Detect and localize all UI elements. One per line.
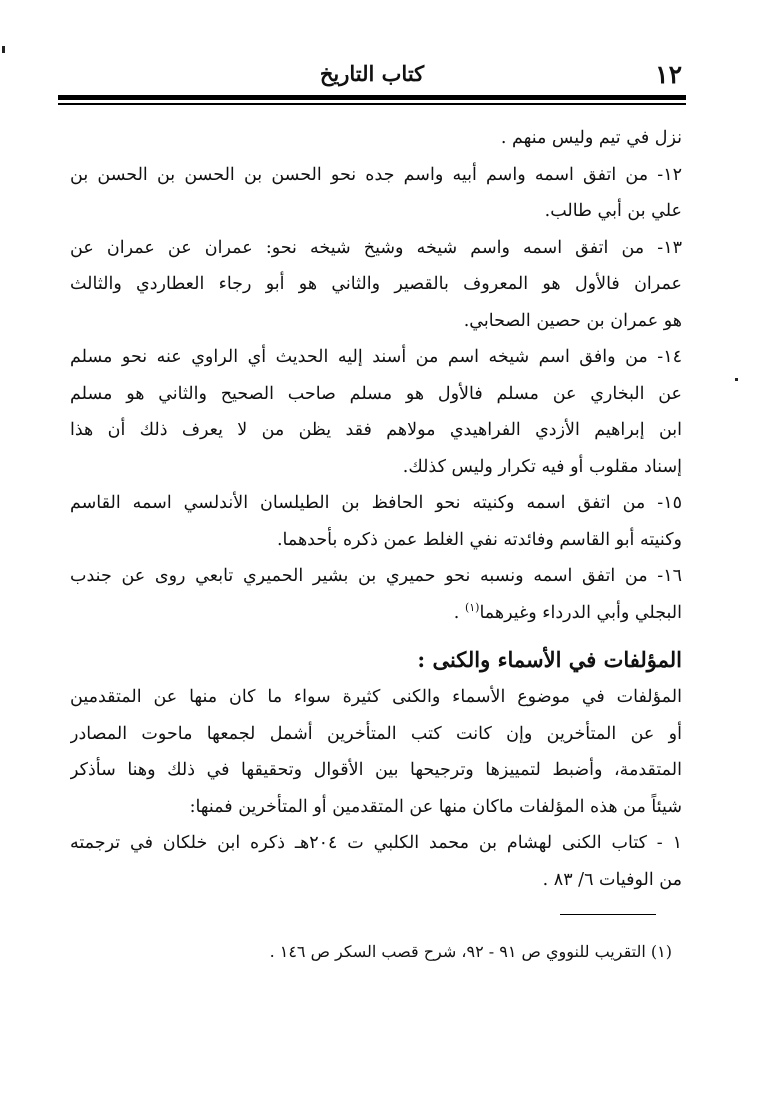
header-rule-thick <box>58 95 686 100</box>
text-line: ١٢- من اتفق اسمه واسم أبيه واسم جده نحو الحسن بن الحسن بن الحسن بن <box>70 164 682 185</box>
text-line: ١٥- من اتفق اسمه وكنيته نحو الحافظ بن الطيلسان الأندلسي اسمه القاسم <box>70 493 682 513</box>
text-line: ابن إبراهيم الأزدي الفراهيدي مولاهم فقد يظن من لا يعرف ذلك أن هذا <box>70 420 682 440</box>
text-line: شيئاً من هذه المؤلفات ماكان منها عن المتقدمين أو المتأخرين فمنها: <box>189 796 682 817</box>
footnote-separator <box>560 914 656 915</box>
text-line: عمران فالأول هو المعروف بالقصير والثاني هو أبو رجاء العطاردي والثالث <box>70 274 682 294</box>
text-line: المتقدمة، وأضبط لتمييزها وترجيحها بين الأقوال وتحقيقها في ذلك وهنا سأذكر <box>70 760 682 780</box>
text-line: إسناد مقلوب أو فيه تكرار وليس كذلك. <box>402 456 682 477</box>
text-line: ١ - كتاب الكنى لهشام بن محمد الكلبي ت ٢٠٤هـ ذكره ابن خلكان في ترجمته <box>70 833 682 853</box>
page-number: ١٢ <box>655 60 682 89</box>
text-line: المؤلفات في موضوع الأسماء والكنى كثيرة سواء ما كان منها عن المتقدمين <box>70 687 682 707</box>
text-line: ١٦- من اتفق اسمه ونسبه نحو حميري بن بشير الحميري تابعي روى عن جندب <box>70 566 682 586</box>
text-line: عن البخاري عن مسلم فالأول هو مسلم صاحب الصحيح والثاني هو مسلم <box>70 383 682 404</box>
text-line: ١٤- من وافق اسم شيخه اسم من أسند إليه الحديث أي الراوي عنه نحو مسلم <box>70 347 682 367</box>
body-text <box>70 120 682 898</box>
text-segment: البجلي وأبي الدرداء وغيرهما <box>479 602 682 623</box>
text-line: من الوفيات ٦/ ٨٣ . <box>542 869 682 890</box>
scan-mark <box>2 46 5 53</box>
header-rule-thin <box>58 103 686 105</box>
text-line: هو عمران بن حصين الصحابي. <box>463 310 682 331</box>
text-line: نزل في تيم وليس منهم . <box>500 128 682 148</box>
scan-mark <box>735 378 738 381</box>
text-line: أو عن المتأخرين وإن كانت كتب المتأخرين أشمل لجمعها ماحوت المصادر <box>70 723 682 744</box>
text-line: ١٣- من اتفق اسمه واسم شيخه وشيخ شيخه نحو: عمران عن عمران عن <box>70 237 682 258</box>
page-header <box>58 62 686 90</box>
running-title: كتاب التاريخ <box>319 61 425 86</box>
text-line: علي بن أبي طالب. <box>544 201 682 221</box>
text-segment: . <box>453 602 465 623</box>
footnote: (١) التقريب للنووي ص ٩١ - ٩٢، شرح قصب السكر ص ١٤٦ . <box>269 942 672 961</box>
section-heading: المؤلفات في الأسماء والكنى : <box>417 647 682 672</box>
text-line: وكنيته أبو القاسم وفائدته نفي الغلط عمن ذكره بأحدهما. <box>276 529 682 550</box>
text-line <box>70 595 682 632</box>
footnote-marker: (١) <box>464 600 480 614</box>
